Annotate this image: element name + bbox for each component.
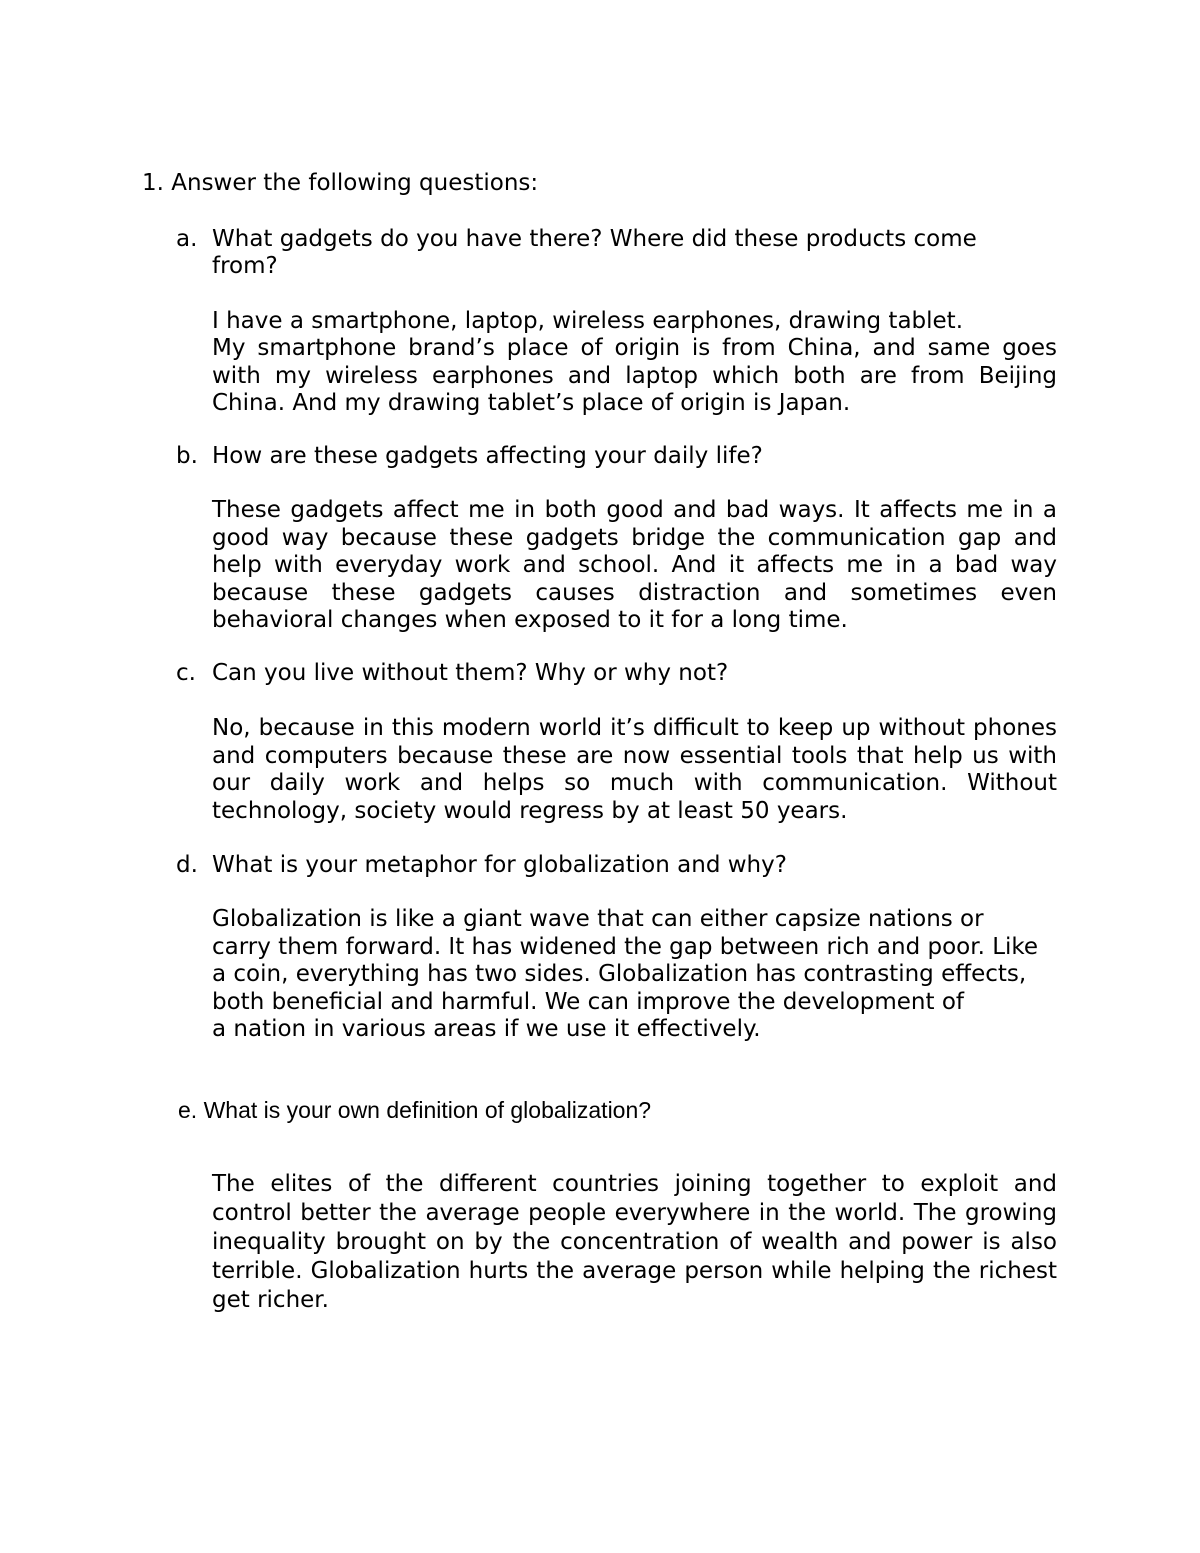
heading <box>142 170 538 197</box>
question-a-marker: a. <box>176 226 198 252</box>
question-d-marker: d. <box>176 852 198 878</box>
answer-a-line1: I have a smartphone, laptop, wireless earphones, drawing tablet. <box>212 308 964 334</box>
answer-d-line: both beneficial and harmful. We can improve the development of <box>212 988 965 1015</box>
question-b-marker: b. <box>176 443 198 469</box>
heading-text: Answer the following questions: <box>171 170 539 196</box>
answer-e: The elites of the different countries joining together to exploit and control better the average people everywhere in the world. The growing inequality brought on by the concentration of wealth and power is also terrible. Globalization hurts the average person while helping the richest get richer. <box>212 1171 1057 1313</box>
question-c-marker: c. <box>176 660 196 686</box>
answer-b: These gadgets affect me in both good and bad ways. It affects me in a good way because these gadgets bridge the communication gap and help with everyday work and school. And it affects me in a bad way because these gadgets causes distraction and sometimes even behavioral changes when exposed to it for a long time. <box>212 497 1057 633</box>
question-c-text: Can you live without them? Why or why not? <box>212 660 729 686</box>
question-e-text: What is your own definition of globalization? <box>203 1097 652 1123</box>
question-d-text: What is your metaphor for globalization and why? <box>212 852 787 878</box>
question-a-text: What gadgets do you have there? Where did these products come from? <box>212 226 977 279</box>
heading-number: 1. <box>142 170 164 196</box>
question-e-marker: e. <box>178 1097 198 1123</box>
answer-d-line: Globalization is like a giant wave that can either capsize nations or <box>212 906 984 932</box>
answer-d-line: carry them forward. It has widened the gap between rich and poor. Like <box>212 933 1039 960</box>
answer-c: No, because in this modern world it’s difficult to keep up without phones and computers because these are now essential tools that help us with our daily work and helps so much with communication. Without technology, society would regress by at least 50 years. <box>212 715 1057 824</box>
answer-d <box>212 906 1057 1044</box>
question-b-text: How are these gadgets affecting your daily life? <box>212 443 763 469</box>
answer-a-rest: My smartphone brand’s place of origin is from China, and same goes with my wireless earphones and laptop which both are from Beijing China. And my drawing tablet’s place of origin is Japan. <box>212 335 1057 416</box>
question-e <box>178 1097 651 1124</box>
answer-d-line: a nation in various areas if we use it effectively. <box>212 1016 761 1042</box>
answer-d-line: a coin, everything has two sides. Globalization has contrasting effects, <box>212 961 1027 987</box>
